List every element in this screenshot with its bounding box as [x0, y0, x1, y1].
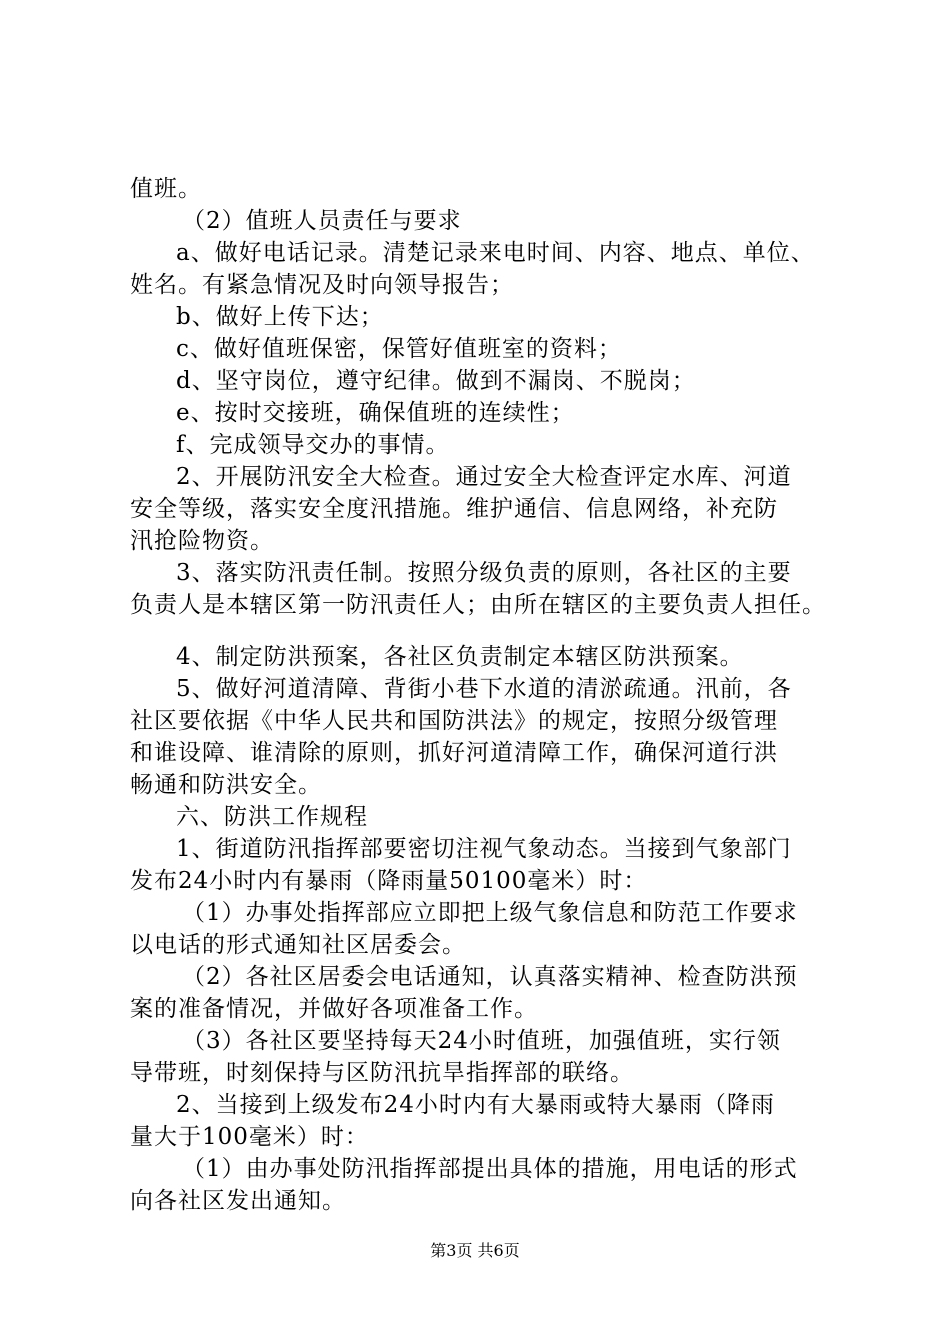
paragraph-line: 汛抢险物资。	[130, 528, 274, 554]
paragraph-line: 3、落实防汛责任制。按照分级负责的原则，各社区的主要	[176, 560, 792, 586]
paragraph-line: （1）办事处指挥部应立即把上级气象信息和防范工作要求	[182, 900, 798, 926]
paragraph-line: 社区要依据《中华人民共和国防洪法》的规定，按照分级管理	[130, 708, 778, 734]
paragraph-line: 安全等级，落实安全度汛措施。维护通信、信息网络，补充防	[130, 496, 778, 522]
paragraph-line: 4、制定防洪预案，各社区负责制定本辖区防洪预案。	[176, 644, 744, 670]
paragraph-line: 和谁设障、谁清除的原则，抓好河道清障工作，确保河道行洪	[130, 740, 778, 766]
paragraph-line: 量大于100毫米）时：	[130, 1124, 369, 1150]
paragraph-line: 发布24小时内有暴雨（降雨量50100毫米）时：	[130, 868, 648, 894]
paragraph-line: d、坚守岗位，遵守纪律。做到不漏岗、不脱岗；	[176, 368, 696, 394]
paragraph-line: 以电话的形式通知社区居委会。	[130, 932, 466, 958]
paragraph-line: 5、做好河道清障、背街小巷下水道的清淤疏通。汛前，各	[176, 676, 792, 702]
paragraph-line: 导带班，时刻保持与区防汛抗旱指挥部的联络。	[130, 1060, 634, 1086]
paragraph-line: （1）由办事处防汛指挥部提出具体的措施，用电话的形式	[182, 1156, 798, 1182]
paragraph-line: （2）值班人员责任与要求	[182, 208, 462, 234]
paragraph-line: e、按时交接班，确保值班的连续性；	[176, 400, 575, 426]
paragraph-line: 负责人是本辖区第一防汛责任人；由所在辖区的主要负责人担任。	[130, 592, 826, 618]
paragraph-line: a、做好电话记录。清楚记录来电时间、内容、地点、单位、	[176, 240, 815, 266]
paragraph-line: 向各社区发出通知。	[130, 1188, 346, 1214]
document-body	[130, 173, 850, 1217]
paragraph-line: c、做好值班保密，保管好值班室的资料；	[176, 336, 622, 362]
paragraph-line: 值班。	[130, 176, 202, 202]
paragraph-line: （3）各社区要坚持每天24小时值班，加强值班，实行领	[182, 1028, 781, 1054]
section-heading: 六、防洪工作规程	[176, 804, 368, 830]
paragraph-line: （2）各社区居委会电话通知，认真落实精神、检查防洪预	[182, 964, 798, 990]
paragraph-line: 2、开展防汛安全大检查。通过安全大检查评定水库、河道	[176, 464, 792, 490]
paragraph-line: 1、街道防汛指挥部要密切注视气象动态。当接到气象部门	[176, 836, 792, 862]
paragraph-line: 畅通和防洪安全。	[130, 772, 322, 798]
page-number: 第3页 共6页	[430, 1241, 520, 1260]
paragraph-line: f、完成领导交办的事情。	[176, 432, 450, 458]
paragraph-line: 2、当接到上级发布24小时内有大暴雨或特大暴雨（降雨	[176, 1092, 775, 1118]
paragraph-line: 案的准备情况，并做好各项准备工作。	[130, 996, 538, 1022]
paragraph-line: 姓名。有紧急情况及时向领导报告；	[130, 272, 514, 298]
paragraph-gap	[130, 621, 850, 641]
paragraph-line: b、做好上传下达；	[176, 304, 384, 330]
